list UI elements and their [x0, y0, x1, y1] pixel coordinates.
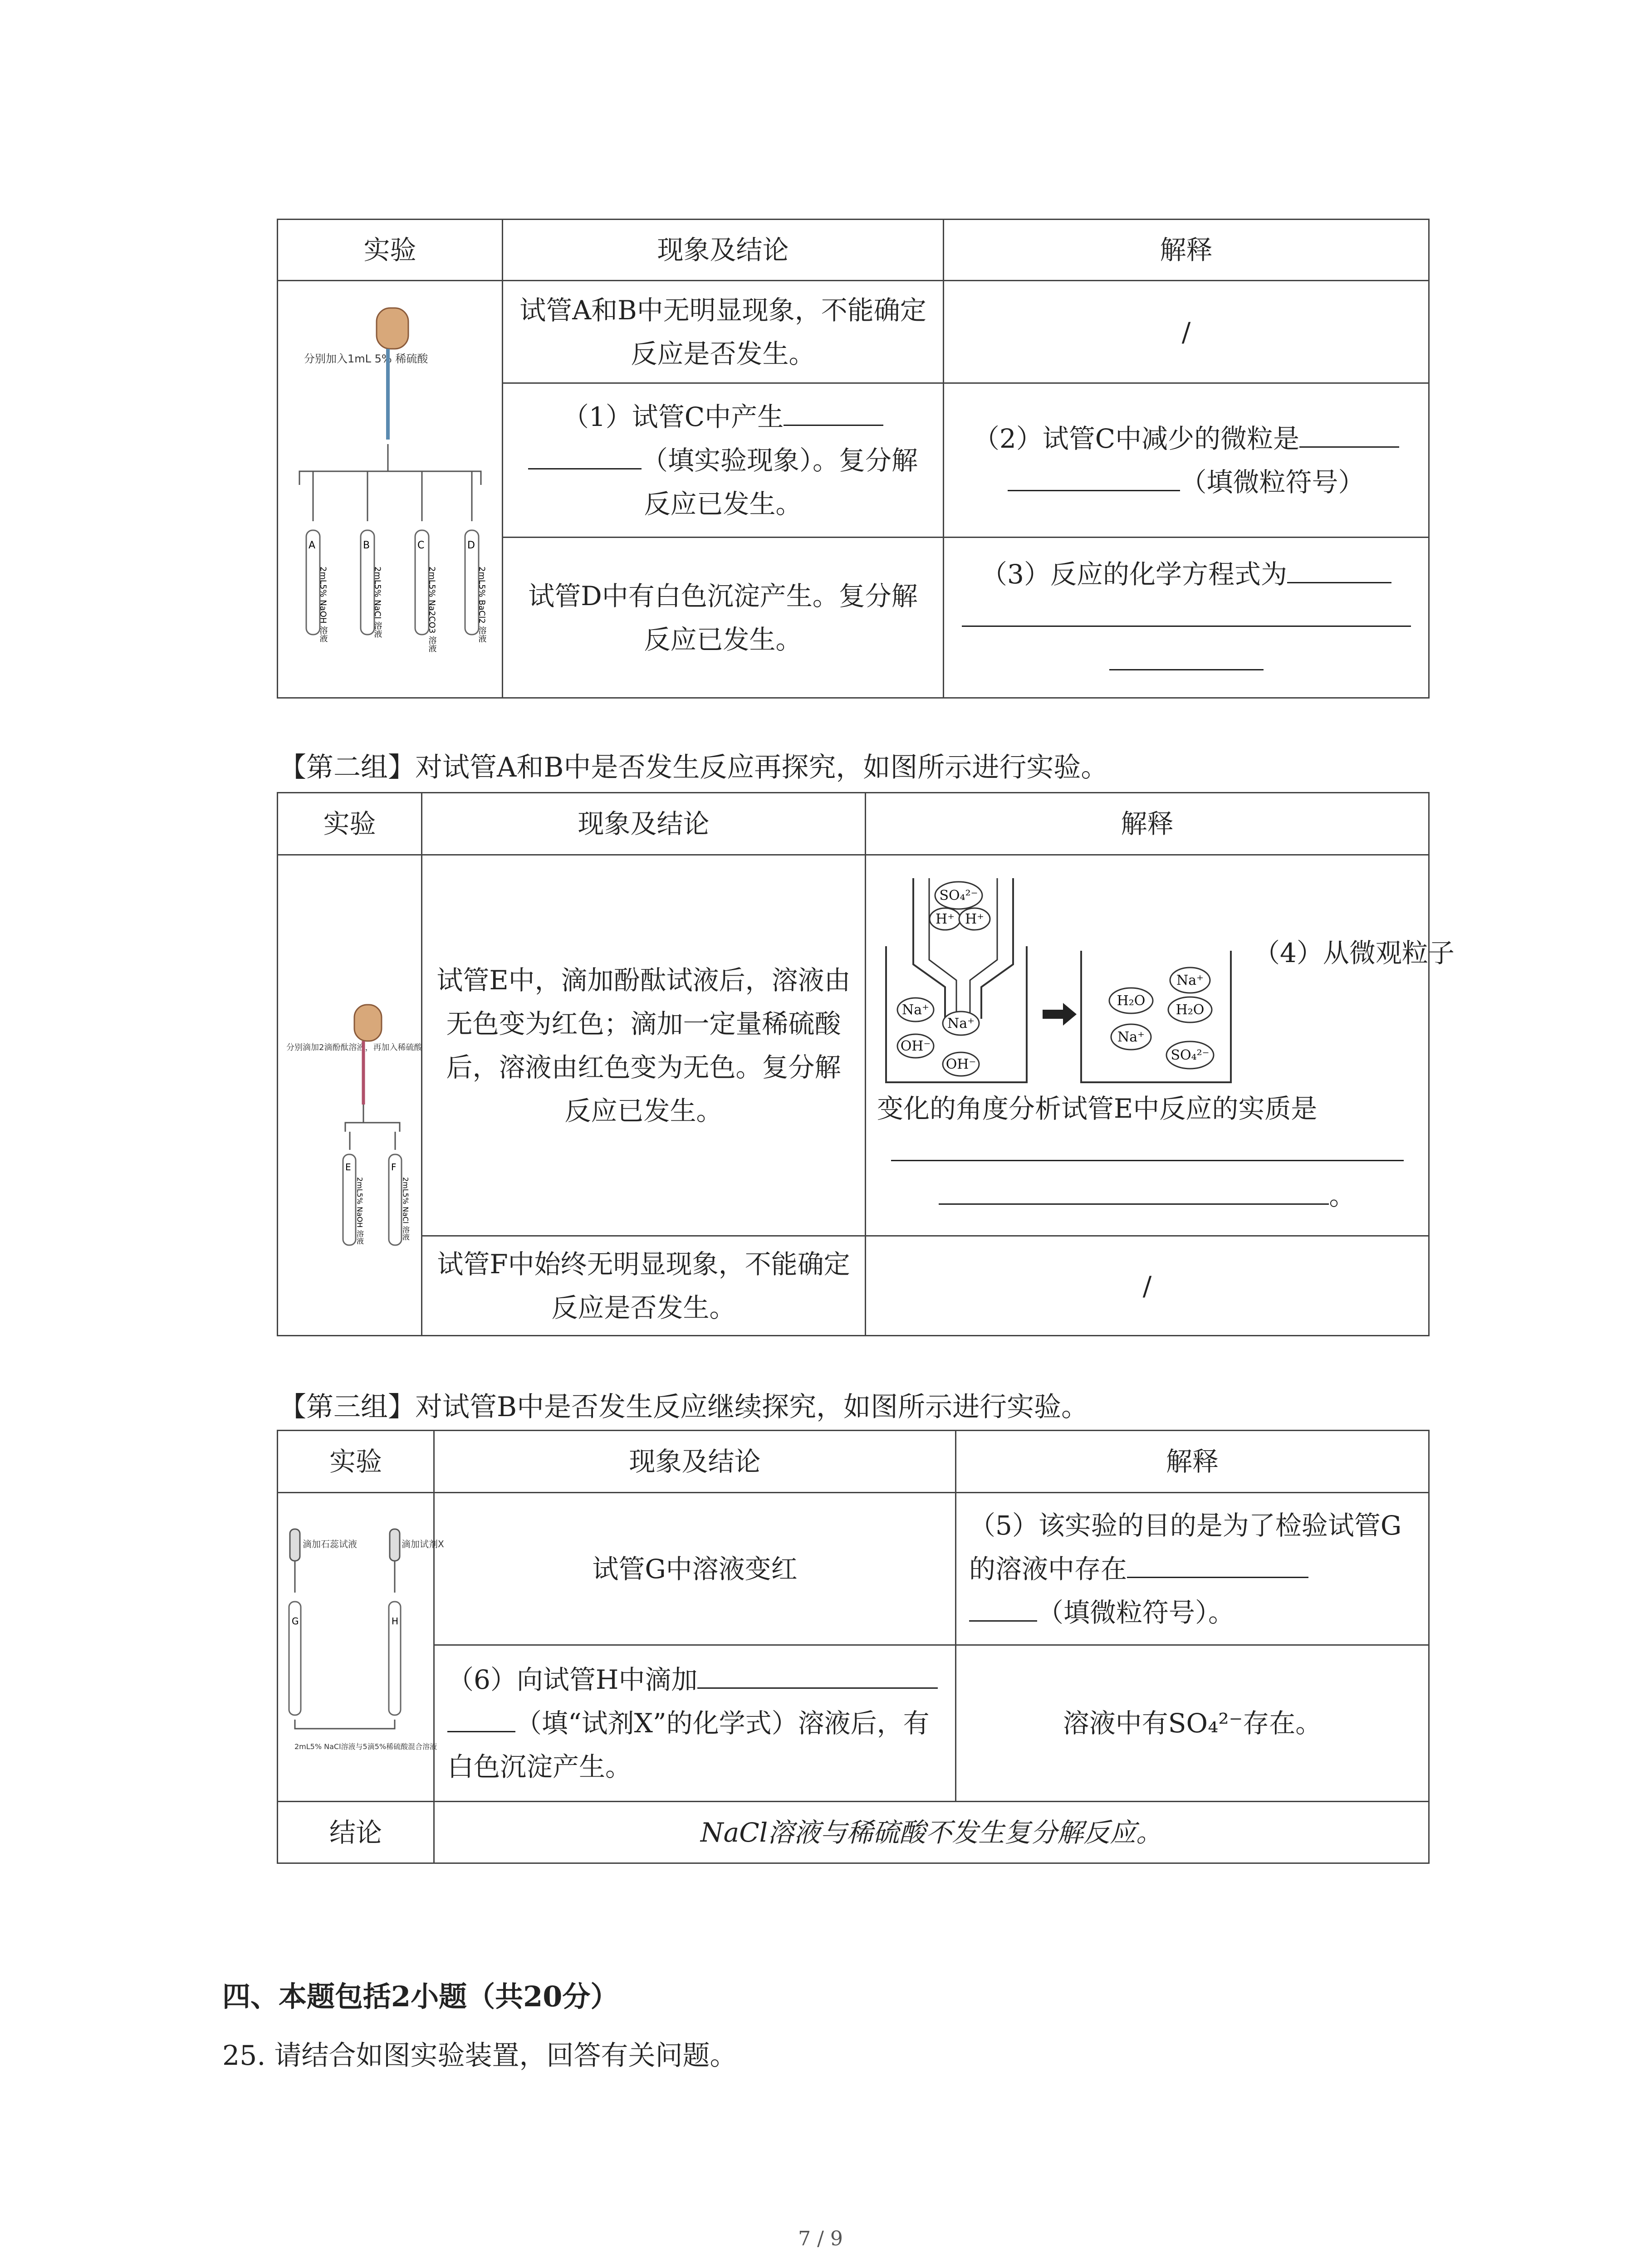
figure-cell-group2: [278, 855, 422, 1336]
conclusion-label: 结论: [278, 1802, 434, 1863]
figure-label-mixture: 2mL5% NaCl溶液与5滴5%稀硫酸混合溶液: [294, 1742, 437, 1751]
blank-4b[interactable]: [939, 1174, 1329, 1205]
section-4-title: 四、本题包括2小题（共20分）: [222, 1980, 619, 2013]
conclusion-text: NaCl溶液与稀硫酸不发生复分解反应。: [434, 1802, 1429, 1863]
blank-4a[interactable]: [891, 1131, 1404, 1161]
header-experiment: 实验: [278, 220, 503, 281]
tube-label-h: H: [392, 1616, 399, 1627]
particle-na-after-1: Na⁺: [1176, 972, 1204, 988]
particle-na-2: Na⁺: [947, 1015, 975, 1031]
blank-1a[interactable]: [784, 396, 883, 426]
test-tube-figure-2: [282, 914, 422, 1277]
header-result-2: 现象及结论: [422, 793, 866, 855]
group3-explanation-g: （5）该实验的目的是为了检验试管G的溶液中存在 （填微粒符号）。: [956, 1493, 1429, 1645]
blank-1b[interactable]: [528, 439, 642, 469]
particle-h2o-1: H₂O: [1117, 992, 1146, 1009]
group1-explanation-d: （3）反应的化学方程式为: [944, 538, 1429, 698]
group1-result-ab: 试管A和B中无明显现象，不能确定反应是否发生。: [503, 281, 944, 383]
blank-6a[interactable]: [697, 1658, 938, 1689]
tube-label-f: F: [391, 1161, 397, 1173]
figure-label-litmus: 滴加石蕊试液: [303, 1539, 357, 1549]
tube-label-c: C: [417, 539, 424, 551]
blank-2b[interactable]: [1008, 461, 1180, 491]
table-group3: [277, 1430, 1430, 1864]
tube-label-d: D: [467, 539, 475, 551]
micro-particle-diagram: [877, 874, 1254, 1087]
question-25: 25. 请结合如图实验装置，回答有关问题。: [222, 2040, 737, 2072]
header-explanation: 解释: [944, 220, 1429, 281]
particle-na-after-2: Na⁺: [1117, 1029, 1145, 1045]
header-explanation-3: 解释: [956, 1431, 1429, 1493]
figure-label-acid: 分别加入1mL 5% 稀硫酸: [304, 352, 428, 365]
particle-oh-1: OH⁻: [900, 1038, 931, 1054]
group1-result-c: （1）试管C中产生 （填实验现象）。复分解反应已发生。: [503, 383, 944, 538]
particle-h2o-2: H₂O: [1176, 1002, 1205, 1018]
group2-caption: 【第二组】对试管A和B中是否发生反应再探究，如图所示进行实验。: [279, 752, 1108, 783]
tube-content-e: 2mL5% NaOH 溶液: [355, 1177, 364, 1245]
group3-explanation-h: 溶液中有SO₄²⁻存在。: [956, 1645, 1429, 1802]
particle-oh-2: OH⁻: [945, 1056, 976, 1072]
test-tube-figure-3: [281, 1502, 444, 1792]
tube-label-e: E: [345, 1161, 351, 1173]
blank-3a[interactable]: [1287, 553, 1391, 583]
test-tube-figure-1: [286, 294, 495, 684]
figure-cell-group1: [278, 281, 503, 698]
table-group1: [277, 219, 1430, 699]
group2-result-e: 试管E中，滴加酚酞试液后，溶液由无色变为红色；滴加一定量稀硫酸后，溶液由红色变为无色。复分解反应已发生。: [422, 855, 866, 1236]
group3-caption: 【第三组】对试管B中是否发生反应继续探究，如图所示进行实验。: [279, 1391, 1089, 1423]
particle-so4-before: SO₄²⁻: [939, 887, 978, 904]
group3-result-h: （6）向试管H中滴加 （填“试剂X”的化学式）溶液后，有白色沉淀产生。: [434, 1645, 956, 1802]
figure-label-phenolphthalein: 分别滴加2滴酚酞溶液，再加入稀硫酸: [286, 1042, 422, 1052]
group2-explanation-f: /: [866, 1236, 1429, 1336]
header-experiment-2: 实验: [278, 793, 422, 855]
blank-3b[interactable]: [962, 596, 1411, 627]
header-experiment-3: 实验: [278, 1431, 434, 1493]
blank-5a[interactable]: [1127, 1548, 1308, 1578]
figure-label-reagent-x: 滴加试剂X: [402, 1539, 444, 1549]
particle-na-1: Na⁺: [902, 1002, 929, 1018]
blank-3c[interactable]: [1109, 640, 1264, 670]
group2-explanation-e: SO₄²⁻ H⁺ H⁺ Na⁺ Na⁺ OH⁻ OH⁻ Na⁺ H₂O H₂O Na⁺ SO₄²⁻ （4）从微观粒子 变化的角度分析试管E中反应的实质是 。: [866, 855, 1429, 1236]
figure-cell-group3: [278, 1493, 444, 1802]
table-group2: [277, 792, 1455, 1336]
particle-h-2: H⁺: [965, 911, 984, 927]
tube-content-a: 2mL5% NaOH 溶液: [318, 566, 328, 642]
group2-result-f: 试管F中始终无明显现象，不能确定反应是否发生。: [422, 1236, 866, 1336]
blank-5b[interactable]: [969, 1591, 1037, 1622]
tube-content-c: 2mL5% Na2CO3 溶液: [427, 566, 436, 652]
tube-label-b: B: [362, 539, 370, 551]
tube-content-b: 2mL5% NaCl 溶液: [372, 566, 382, 638]
tube-content-f: 2mL5% NaCl 溶液: [401, 1177, 410, 1241]
header-explanation-2: 解释: [866, 793, 1429, 855]
particle-so4-after: SO₄²⁻: [1171, 1047, 1210, 1063]
tube-content-d: 2mL5% BaCl2 溶液: [477, 566, 486, 642]
blank-2a[interactable]: [1299, 417, 1399, 448]
tube-label-a: A: [308, 539, 315, 551]
tube-label-g: G: [292, 1616, 299, 1627]
blank-6b[interactable]: [447, 1702, 515, 1732]
page-number: 7 / 9: [798, 2227, 843, 2250]
group3-result-g: 试管G中溶液变红: [434, 1493, 956, 1645]
header-result: 现象及结论: [503, 220, 944, 281]
group1-result-d: 试管D中有白色沉淀产生。复分解反应已发生。: [503, 538, 944, 698]
group1-explanation-c: （2）试管C中减少的微粒是 （填微粒符号）: [944, 383, 1429, 538]
group1-explanation-ab: /: [944, 281, 1429, 383]
particle-h-1: H⁺: [936, 911, 955, 927]
header-result-3: 现象及结论: [434, 1431, 956, 1493]
